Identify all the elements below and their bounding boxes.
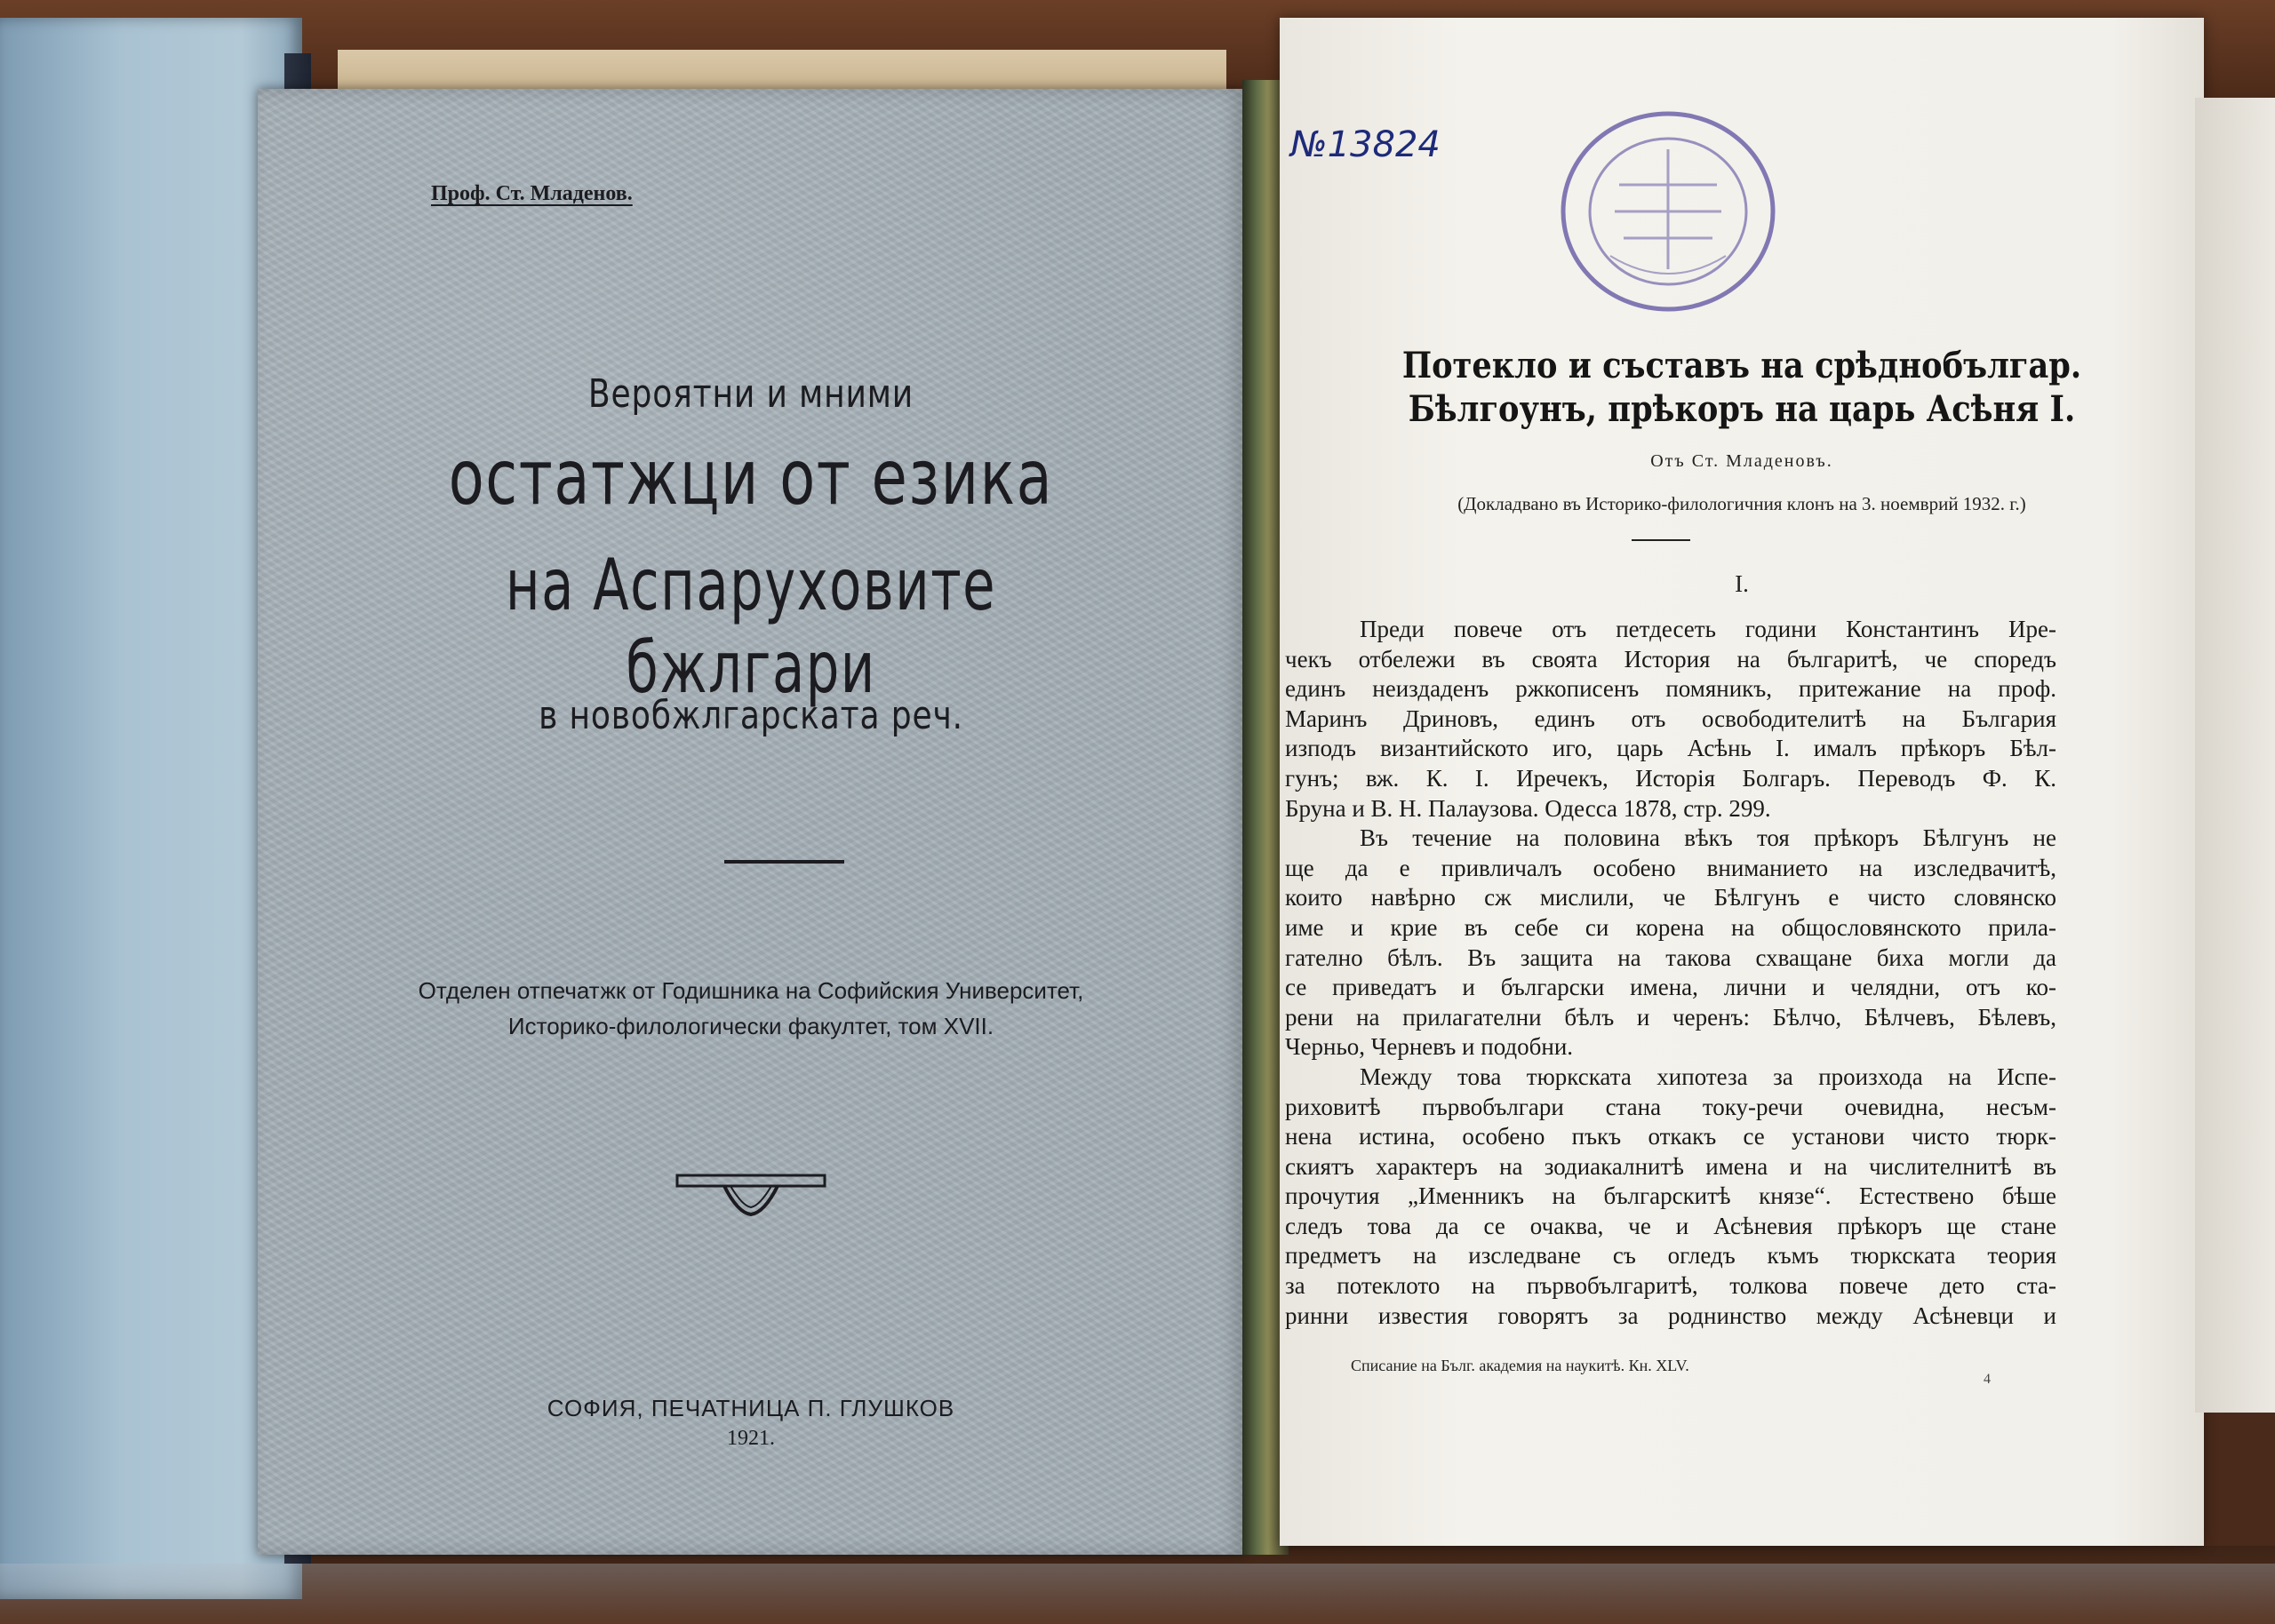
imprint-line-1: СОФИЯ, ПЕЧАТНИЦА П. ГЛУШКОВ [547, 1395, 955, 1421]
body-line: Черньо, Черневъ и подобни. [1285, 1033, 1574, 1061]
inventory-number: №13824 [1290, 124, 1441, 165]
body-line: чекъ отбележи въ своята История на българитѣ, че споредъ [1285, 645, 2056, 673]
title-line-4: в новобжлгарската реч. [539, 693, 963, 738]
journal-footer: Списание на Бълг. академия на наукитѣ. Кн. XLV. [1351, 1357, 1689, 1374]
display-glass-edge [0, 1564, 2275, 1624]
body-line: гателно бѣлъ. Въ защита на такова схващане биха могли да [1285, 943, 2056, 971]
article-title-line-2: Бѣлгоунъ, прѣкоръ на царь Асѣня I. [1408, 388, 2076, 430]
title-page [258, 89, 1244, 1555]
body-line: Въ течение на половина вѣкъ тоя прѣкоръ Бѣлгунъ не [1360, 824, 2056, 852]
body-line: ринни известия говорятъ за роднинство между Асѣневци и [1285, 1302, 2056, 1329]
body-line: прочутия „Именникъ на българскитѣ князе“. Естествено бѣше [1285, 1182, 2056, 1210]
title-page-author: Проф. Ст. Младенов. [431, 182, 633, 205]
body-line: изподъ византийското иго, царь Асѣнь I. ималъ прѣкоръ Бѣл- [1285, 735, 2056, 762]
body-line: риховитѣ първобългари стана току-речи очевидна, несъм- [1285, 1093, 2056, 1120]
imprint-year: 1921. [727, 1427, 775, 1450]
body-line: се приведатъ и български имена, лични и челядни, отъ ко- [1285, 974, 2056, 1001]
body-line: единъ неиздаденъ ржкописенъ помяникъ, притежание на проф. [1285, 675, 2056, 703]
body-line: име и крие въ себе си корена на общословянското прила- [1285, 913, 2056, 941]
body-line: за потеклото на първобългаритѣ, толкова повече дето ста- [1285, 1272, 2056, 1300]
blue-endpaper [0, 18, 302, 1599]
body-line: Маринъ Дриновъ, единъ отъ освободителитѣ на България [1285, 705, 2056, 732]
body-line: нена истина, особено пъкъ откакъ се установи чисто тюрк- [1285, 1123, 2056, 1150]
title-line-2: остатжци от езика [448, 434, 1054, 522]
page-stack-edge [2195, 98, 2275, 1413]
body-line: рени на прилагателни бѣлъ и черенъ: Бѣлчо, Бѣлчевъ, Бѣлевъ, [1285, 1003, 2056, 1031]
library-stamp-icon [1557, 105, 1779, 318]
body-line: които навѣрно сж мислили, че Бѣлгунъ е чисто словянско [1285, 884, 2056, 912]
title-line-1: Вероятни и мними [587, 371, 914, 417]
offprint-note-line-1: Отделен отпечатжк от Годишника на Софийския Университет, [418, 977, 1084, 1004]
article-title-line-1: Потекло и съставъ на срѣднобългар. [1401, 345, 2082, 386]
body-line: ще да е привличалъ особено вниманието на изследвачитѣ, [1285, 854, 2056, 881]
article-body-text [1285, 615, 2056, 1331]
offprint-note-line-2: Историко-филологически факултет, том XVII. [507, 1013, 994, 1039]
body-line: гунъ; вж. К. I. Иречекъ, Исторiя Болгаръ. Переводъ Ф. К. [1285, 764, 2056, 792]
article-author: Отъ Ст. Младеновъ. [1650, 451, 1833, 471]
body-line: Бруна и В. Н. Палаузова. Одесса 1878, стр. 299. [1285, 794, 1771, 822]
body-line: предметъ на изследване съ огледъ къмъ тюркската теория [1285, 1242, 2056, 1270]
body-line: следъ това да се очаква, че и Асѣневия прѣкоръ ще стане [1285, 1212, 2056, 1239]
title-divider-rule [724, 860, 844, 864]
printer-ornament-icon [675, 1168, 826, 1222]
page-number: 4 [1984, 1372, 1991, 1387]
section-number: I. [1735, 570, 1749, 597]
title-line-3: на Аспаруховите бжлгари [505, 544, 997, 709]
body-line: скиятъ характеръ на зодиакалнитѣ имена и на числителнитѣ въ [1285, 1152, 2056, 1180]
body-line: Преди повече отъ петдесеть години Константинъ Ире- [1360, 616, 2056, 642]
article-presentation-note: (Докладвано въ Историко-филологичния клонъ на 3. ноемврий 1932. г.) [1457, 493, 2026, 514]
body-line: Между това тюркската хипотеза за произхода на Испе- [1360, 1063, 2056, 1090]
article-divider-rule [1632, 539, 1690, 541]
page-block-edge [338, 50, 1226, 94]
